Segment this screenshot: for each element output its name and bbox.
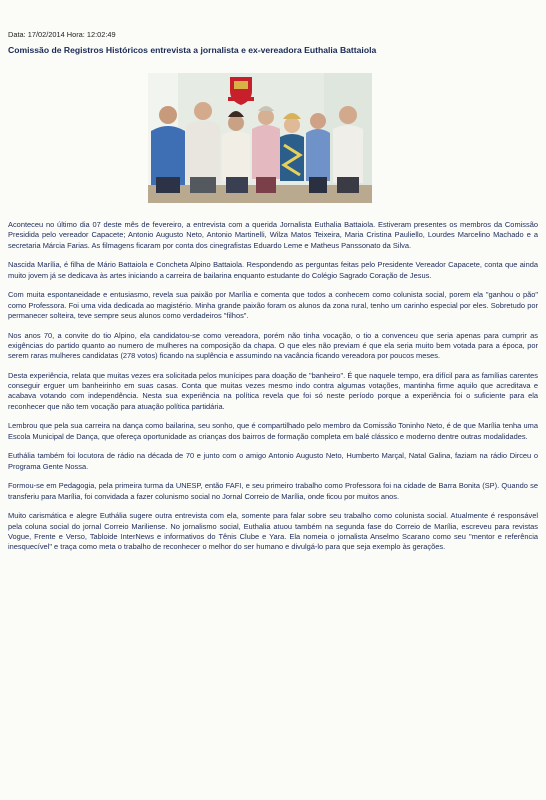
- paragraph-birth: Nascida Marília, é filha de Mário Battaiola e Concheta Alpino Battaiola. Respondendo as perguntas feitas pelo Presidente Vereador Capacete, conta que ainda muito jovem já se dedicava às artes iniciando a carreira de bailarina enquanto estudante do Colégio Sagrado Coração de Jesus.: [8, 260, 538, 280]
- paragraph-dance: Lembrou que pela sua carreira na dança como bailarina, seu sonho, que é compartilhado pelo membro da Comissão Toninho Neto, é de que Marília tenha uma Escola Municipal de Dança, que ofereça oportunidade as crianças dos bairros de formação completa em balé clássico e moderno dentre outras modalidades.: [8, 421, 538, 441]
- article-title: Comissão de Registros Históricos entrevista a jornalista e ex-vereadora Euthalia Battaiola: [8, 45, 377, 55]
- article-body: [8, 220, 538, 552]
- paragraph-education: Formou-se em Pedagogia, pela primeira turma da UNESP, então FAFI, e seu primeiro trabalho como Professora foi na cidade de Barra Bonita (SP). Quando se transferiu para Marília, foi convidada a fazer colunismo social no Jornal Correio de Marília, onde ficou por muitos anos.: [8, 481, 538, 501]
- paragraph-interview: Aconteceu no último dia 07 deste mês de fevereiro, a entrevista com a querida Jornalista Euthalia Battaiola. Estiveram presentes os membros da Comissão Presidida pelo vereador Capacete; Antonio Augusto Neto, Antonio Martinelli, Wilza Matos Teixeira, Maria Cristina Pauliello, Lourdes Marcelino Machado e a secretaria Márcia Farias. As filmagens ficaram por conta dos cinegrafistas Eduardo Leme e Matheus Panssonato da Silva.: [8, 220, 538, 250]
- group-photo: [148, 73, 372, 203]
- paragraph-radio: Euthália também foi locutora de rádio na década de 70 e junto com o amigo Antonio Augusto Neto, Humberto Marçal, Natal Galina, faziam na rádio Dirceu o Programa Gente Nossa.: [8, 451, 538, 471]
- crest-icon: [228, 77, 254, 105]
- group-photo-icon: [148, 73, 372, 203]
- paragraph-politics: Desta experiência, relata que muitas vezes era solicitada pelos munícipes para doação de "banheiro". É que naquele tempo, era difícil para as famílias carentes conseguir erguer um banheirinho em suas casas. Conta que muitas vezes mesmo indo contra algumas votações, mantinha firme aquilo que acreditava e acabava votando com independência. Nesta sua experiência na política revela que foi só neste período porque a experiência foi o suficiente para ela reconhecer que não tem vocação para atuação política partidária.: [8, 370, 538, 411]
- date-time-line: Data: 17/02/2014 Hora: 12:02:49: [8, 30, 116, 39]
- paragraph-journalism: Muito carismática e alegre Euthália sugere outra entrevista com ela, somente para falar sobre seu trabalho como colunista social. Atualmente é responsável pela coluna social do jornal Correio Mariliense. No jornalismo social, Euthalia atuou também na segunda fase do Correio de Marília, escreveu para revistas Vogue, Frente e Verso, Tabloide InterNews e informativos do Tênis Clube e Yara. Ela nomeia o jornalista Anselmo Scarano como seu "mentor e referência inesquecível" e traça como meta o trabalho de reconhecer o melhor do ser humano e divulgá-lo para que seja exemplo às gerações.: [8, 511, 538, 551]
- paragraph-teaching: Com muita espontaneidade e entusiasmo, revela sua paixão por Marília e comenta que todos a conhecem como colunista social, porem ela "ganhou o pão" como Professora. Foi uma vida dedicada ao magistério. Minha grande paixão foram os alunos da zona rural, tenho um carinho especial por eles. Sobretudo por permanecer solteira, teve sempre seus alunos como verdadeiros "filhos".: [8, 290, 538, 320]
- paragraph-seventies: Nos anos 70, a convite do tio Alpino, ela candidatou-se como vereadora, porém não tinha vocação, o tio a convenceu que seria apenas para cumprir as exigências do partido quanto ao numero de mulheres na composição da chapa. O que eles não previam é que ela seria muito bem votada para a época, por serem raras mulheres candidatas (278 votos) ficando na suplência e assumindo na vacância ficando vereadora por poucos meses.: [8, 330, 538, 360]
